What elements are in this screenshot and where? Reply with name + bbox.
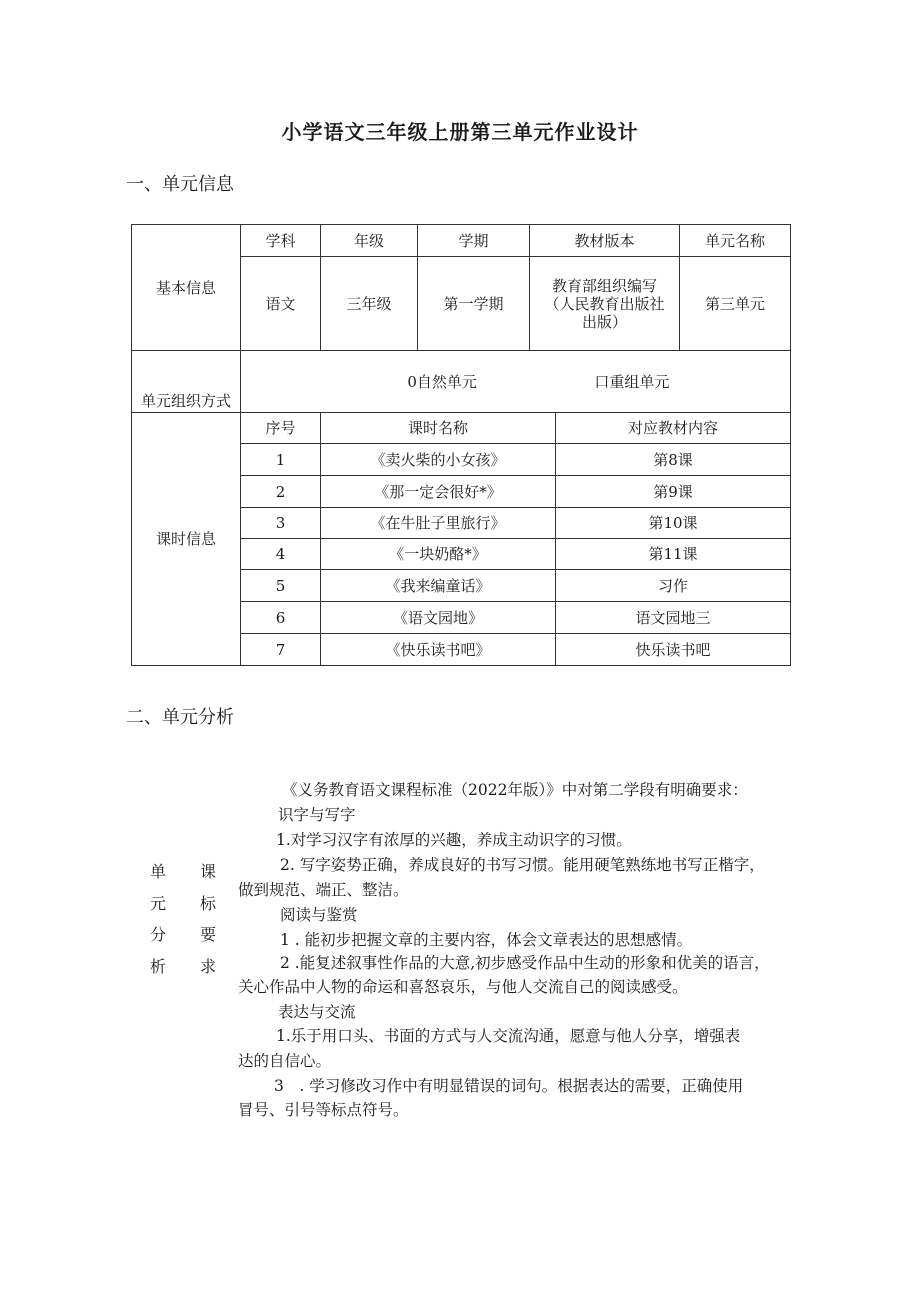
lesson-no: 3 (241, 508, 321, 539)
label-char: 课 (199, 862, 216, 881)
lessons-label: 课时信息 (132, 413, 241, 666)
value-textbook (530, 257, 680, 351)
lessons-header-name: 课时名称 (321, 413, 556, 444)
org-label: 单元组织方式 (132, 351, 241, 413)
lesson-content: 习作 (556, 570, 791, 602)
lesson-no: 7 (241, 634, 321, 666)
lesson-name: 《一块奶酪*》 (321, 539, 556, 570)
lesson-no: 1 (241, 444, 321, 476)
page-title: 小学语文三年级上册第三单元作业设计 (281, 120, 639, 144)
label-char: 标 (199, 893, 216, 913)
requirement-line: 关心作品中人物的命运和喜怒哀乐，与他人交流自己的阅读感受。 (238, 978, 688, 996)
label-char: 析 (150, 956, 167, 976)
requirement-line: 2 .能复述叙事性作品的大意,初步感受作品中生动的形象和优美的语言， (280, 954, 770, 972)
header-subject: 学科 (241, 225, 321, 257)
lesson-content: 快乐读书吧 (556, 634, 791, 666)
header-grade: 年级 (321, 225, 418, 257)
label-char: 元 (150, 893, 167, 913)
requirement-line: 冒号、引号等标点符号。 (238, 1101, 409, 1119)
section-heading-unit-info: 一、单元信息 (126, 174, 234, 195)
lesson-content: 第11课 (556, 539, 791, 570)
lessons-header-no: 序号 (241, 413, 321, 444)
basic-info-label: 基本信息 (132, 225, 241, 351)
lesson-content: 第10课 (556, 508, 791, 539)
standard-intro: 《义务教育语文课程标准（2022年版）》中对第二学段有明确要求： (282, 781, 748, 799)
lesson-name: 《在牛肚子里旅行》 (321, 508, 556, 539)
header-textbook: 教材版本 (530, 225, 680, 257)
requirement-line: 1.乐于用口头、书面的方式与人交流沟通，愿意与他人分享，增强表 (276, 1027, 741, 1045)
org-options (241, 351, 791, 413)
label-char: 分 (150, 925, 167, 944)
lesson-content: 语文园地三 (556, 602, 791, 634)
lesson-name: 《我来编童话》 (321, 570, 556, 602)
lesson-no: 5 (241, 570, 321, 602)
label-char: 要 (199, 925, 216, 944)
header-semester: 学期 (418, 225, 530, 257)
requirement-line: 达的自信心。 (238, 1052, 332, 1070)
value-semester: 第一学期 (418, 257, 530, 351)
lesson-no: 2 (241, 476, 321, 508)
lesson-no: 4 (241, 539, 321, 570)
unit-info-table (131, 224, 791, 666)
subheading-literacy: 识字与写字 (278, 806, 356, 824)
subheading-expression: 表达与交流 (278, 1003, 356, 1021)
requirement-line: 做到规范、端正、整洁。 (238, 881, 409, 899)
lesson-name: 《那一定会很好*》 (321, 476, 556, 508)
label-char: 求 (199, 956, 216, 976)
lesson-no: 6 (241, 602, 321, 634)
header-unit-name: 单元名称 (680, 225, 791, 257)
value-grade: 三年级 (321, 257, 418, 351)
lesson-name: 《卖火柴的小女孩》 (321, 444, 556, 476)
lesson-content: 第9课 (556, 476, 791, 508)
requirement-line: 3 . 学习修改习作中有明显错误的词句。根据表达的需要，正确使用 (274, 1077, 744, 1095)
textbook-line-2: （人民教育出版社 (544, 294, 665, 313)
requirement-line: 2. 写字姿势正确，养成良好的书写习惯。能用硬笔熟练地书写正楷字， (280, 856, 765, 874)
analysis-side-label (150, 856, 230, 982)
lessons-header-content: 对应教材内容 (556, 413, 791, 444)
label-char: 单 (150, 862, 167, 881)
lesson-name: 《快乐读书吧》 (321, 634, 556, 666)
option-natural-unit: 0自然单元 (407, 372, 477, 391)
requirement-line: 1 . 能初步把握文章的主要内容，体会文章表达的思想感情。 (280, 931, 693, 949)
value-subject: 语文 (241, 257, 321, 351)
requirement-line: 1.对学习汉字有浓厚的兴趣，养成主动识字的习惯。 (276, 831, 632, 849)
lesson-name: 《语文园地》 (321, 602, 556, 634)
lesson-content: 第8课 (556, 444, 791, 476)
textbook-line-1: 教育部组织编写 (552, 276, 658, 295)
subheading-reading: 阅读与鉴赏 (280, 906, 358, 924)
value-unit-name: 第三单元 (680, 257, 791, 351)
section-heading-unit-analysis: 二、单元分析 (126, 707, 234, 728)
option-regrouped-unit: 口重组单元 (594, 372, 670, 391)
textbook-line-3: 出版） (582, 312, 628, 331)
